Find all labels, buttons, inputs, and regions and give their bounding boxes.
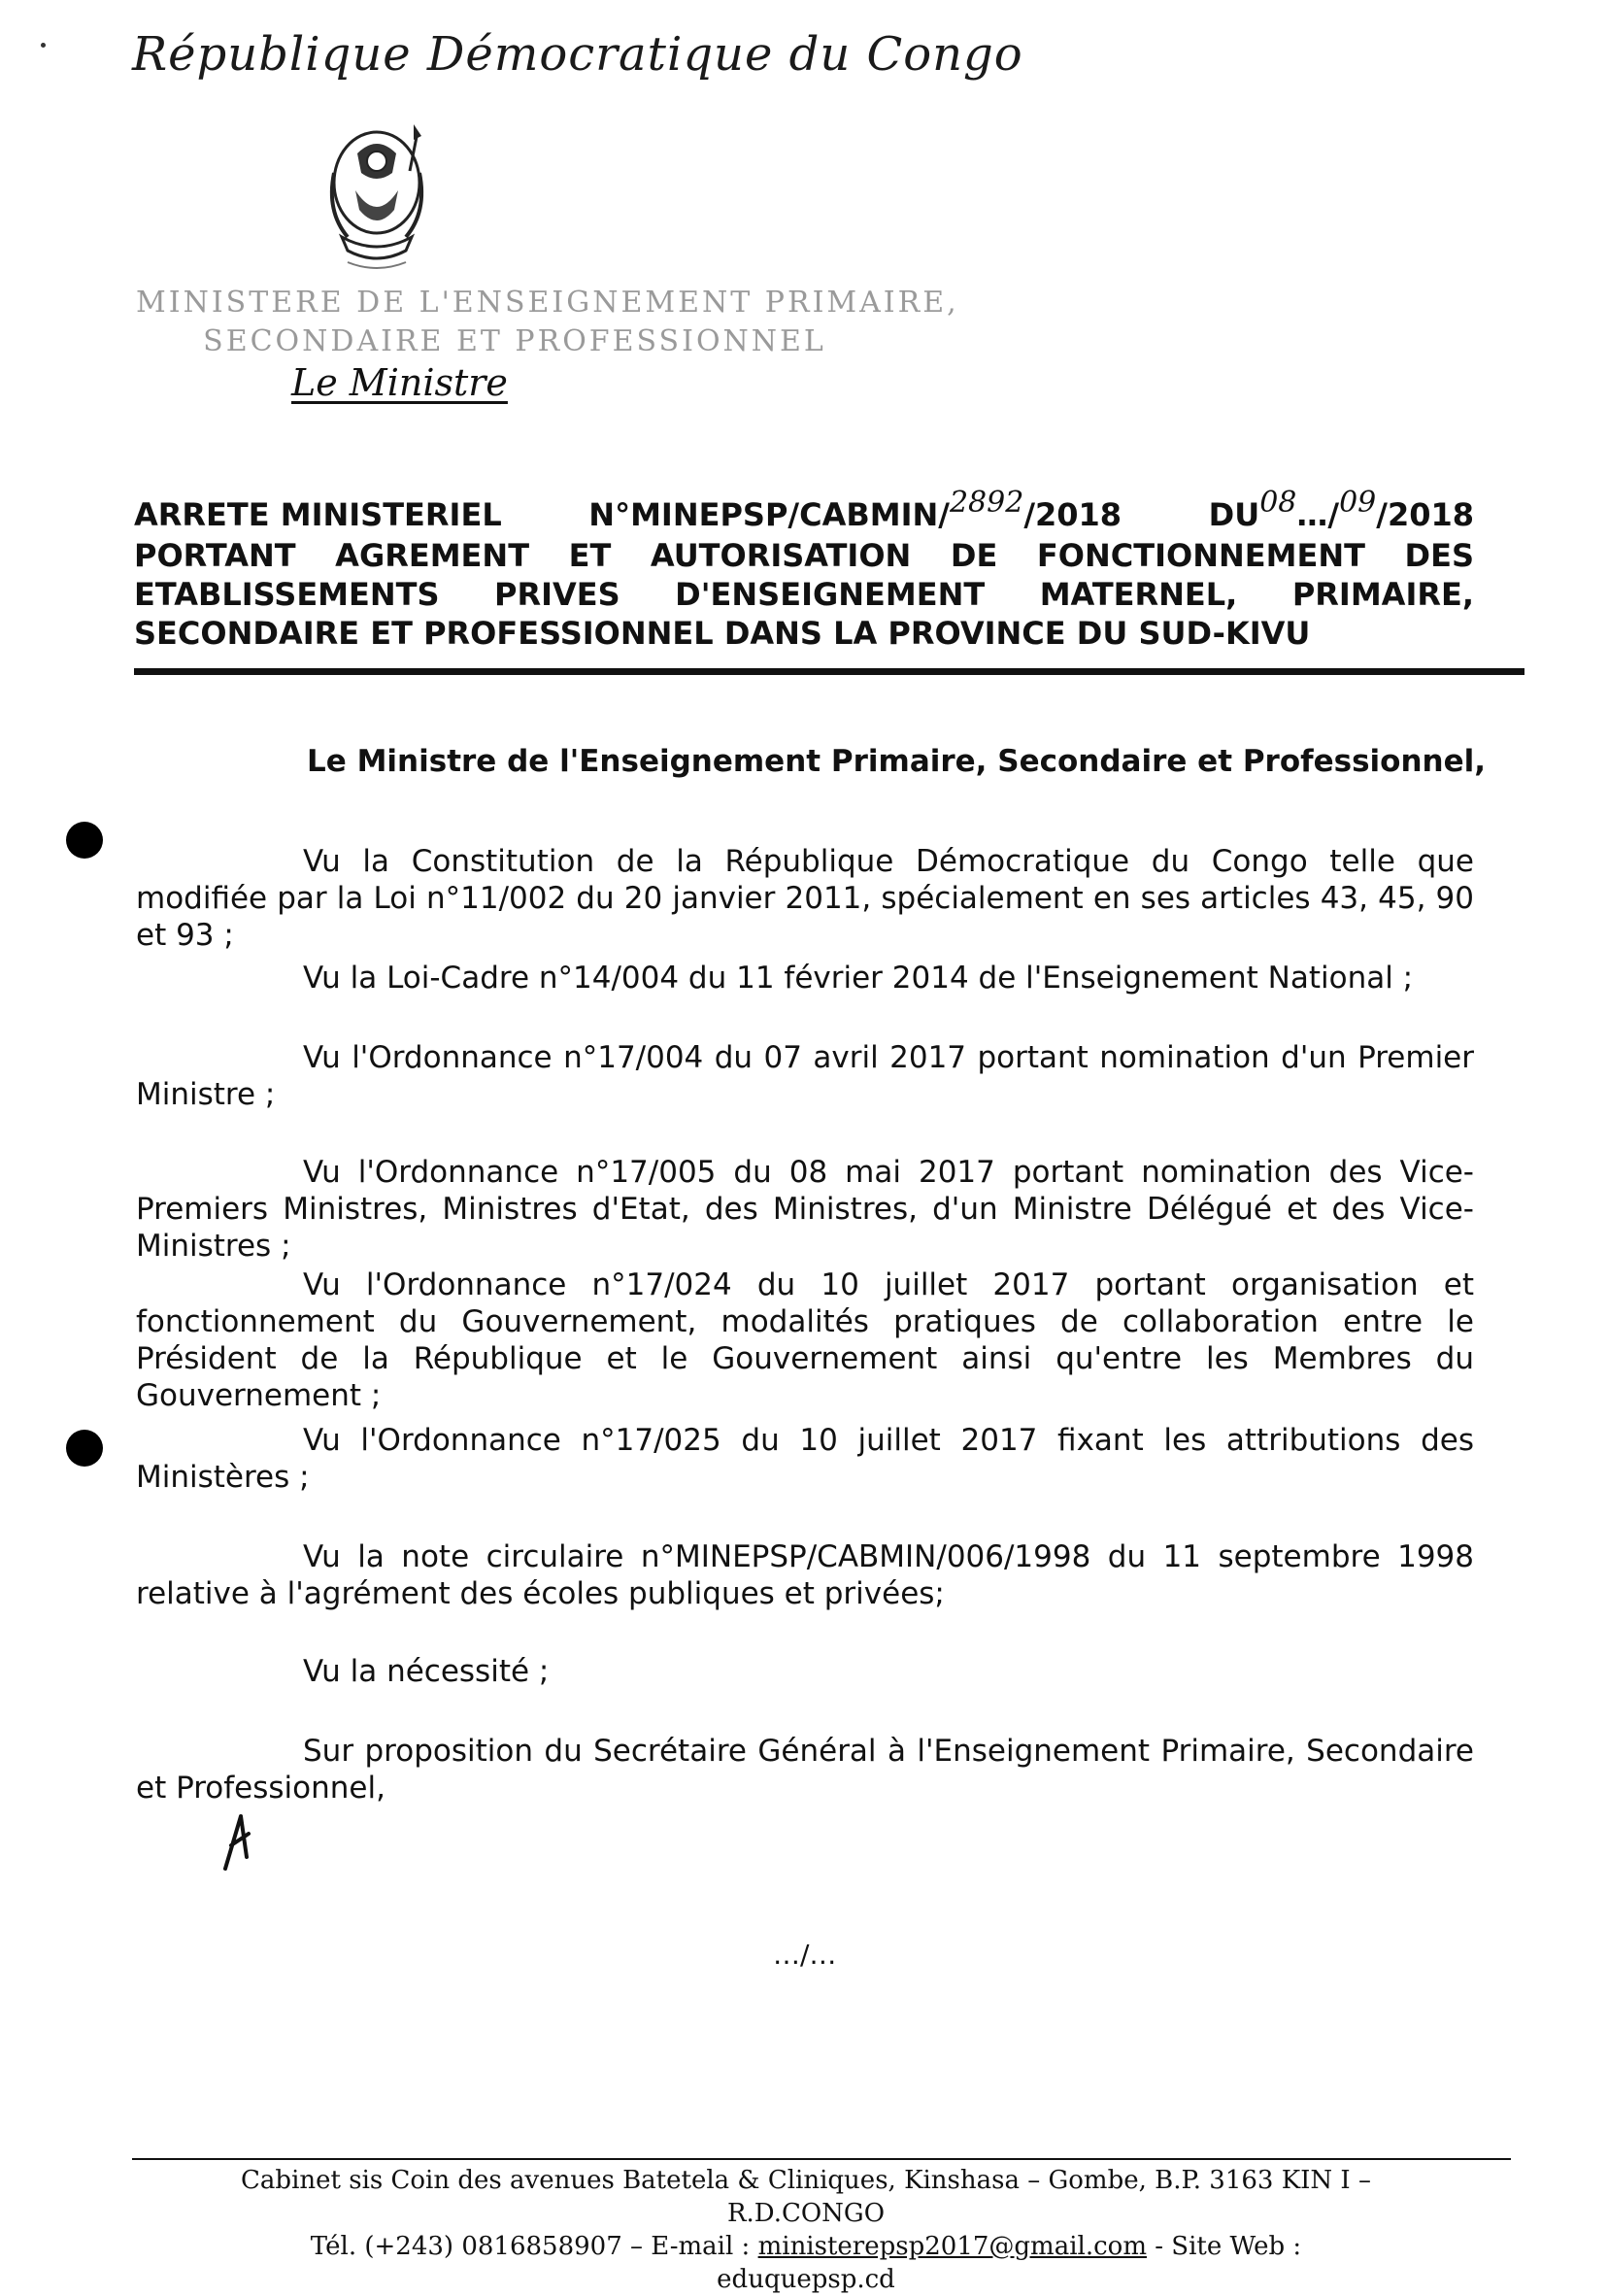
decree-subject-line-1: PORTANT AGREMENT ET AUTORISATION DE FONCTIONNEMENT DES xyxy=(134,537,1474,574)
footer-email-link[interactable]: ministerepsp2017@gmail.com xyxy=(757,2232,1147,2261)
consideration-paragraph: Vu l'Ordonnance n°17/005 du 08 mai 2017 portant nomination des Vice-Premiers Ministres, Ministres d'Etat, des Ministres, d'un Ministre Délégué et des Vice-Ministres ; xyxy=(136,1155,1474,1264)
decree-reference: N°MINEPSP/CABMIN/2892/2018 xyxy=(588,486,1122,533)
coat-of-arms-emblem xyxy=(309,115,445,280)
decree-label: ARRETE MINISTERIEL xyxy=(134,496,502,533)
ministry-line-2: SECONDAIRE ET PROFESSIONNEL xyxy=(203,324,826,358)
decree-subject-line-2: ETABLISSEMENTS PRIVES D'ENSEIGNEMENT MATERNEL, PRIMAIRE, xyxy=(134,576,1474,613)
decree-title xyxy=(134,486,1474,653)
consideration-paragraph: Sur proposition du Secrétaire Général à l'Enseignement Primaire, Secondaire et Professionnel, xyxy=(136,1734,1474,1806)
consideration-paragraph: Vu la nécessité ; xyxy=(303,1654,550,1689)
ministry-line-1: MINISTERE DE L'ENSEIGNEMENT PRIMAIRE, xyxy=(136,286,959,320)
republic-header: République Démocratique du Congo xyxy=(132,27,1023,82)
continued-marker: …/… xyxy=(773,1939,837,1971)
footer-address: Cabinet sis Coin des avenues Batetela & Cliniques, Kinshasa – Gombe, B.P. 3163 KIN I – R.D.CONGO xyxy=(241,2166,1371,2228)
stray-mark xyxy=(41,43,46,48)
footer-contact: Tél. (+243) 0816858907 – E-mail : ministerepsp2017@gmail.com - Site Web : eduquepsp.cd xyxy=(310,2232,1302,2294)
footer-rule xyxy=(132,2158,1511,2160)
consideration-paragraph: Vu la note circulaire n°MINEPSP/CABMIN/006/1998 du 11 septembre 1998 relative à l'agrément des écoles publiques et privées; xyxy=(136,1539,1474,1611)
decree-reference-line xyxy=(134,486,1474,536)
ministry-stamp xyxy=(136,284,959,361)
consideration-paragraph: Vu l'Ordonnance n°17/024 du 10 juillet 2017 portant organisation et fonctionnement du Gouvernement, modalités pratiques de collaboration entre le Président de la République et le Gouvernement ainsi qu'entre les Membres du Gouvernement ; xyxy=(136,1267,1474,1413)
decree-date: DU08…/09/2018 xyxy=(1208,486,1474,533)
consideration-paragraph: Vu la Loi-Cadre n°14/004 du 11 février 2014 de l'Enseignement National ; xyxy=(303,961,1414,996)
handwritten-number: 2892 xyxy=(949,486,1024,520)
consideration-paragraph: Vu l'Ordonnance n°17/004 du 07 avril 2017 portant nomination d'un Premier Ministre ; xyxy=(136,1040,1474,1112)
footer xyxy=(223,2164,1389,2296)
consideration-paragraph: Vu l'Ordonnance n°17/025 du 10 juillet 2017 fixant les attributions des Ministères ; xyxy=(136,1423,1474,1495)
signatory-title: Le Ministre xyxy=(291,361,508,404)
title-rule xyxy=(134,668,1524,675)
handwritten-month: 09 xyxy=(1339,486,1377,520)
punch-hole-mark xyxy=(66,822,103,859)
handwritten-initial xyxy=(219,1806,258,1874)
decree-subject-line-3: SECONDAIRE ET PROFESSIONNEL DANS LA PROVINCE DU SUD-KIVU xyxy=(134,615,1311,652)
punch-hole-mark xyxy=(66,1430,103,1467)
consideration-paragraph: Vu la Constitution de la République Démocratique du Congo telle que modifiée par la Loi n°11/002 du 20 janvier 2011, spécialement en ses articles 43, 45, 90 et 93 ; xyxy=(136,844,1474,953)
handwritten-day: 08 xyxy=(1259,486,1297,520)
minister-heading: Le Ministre de l'Enseignement Primaire, Secondaire et Professionnel, xyxy=(307,744,1487,779)
